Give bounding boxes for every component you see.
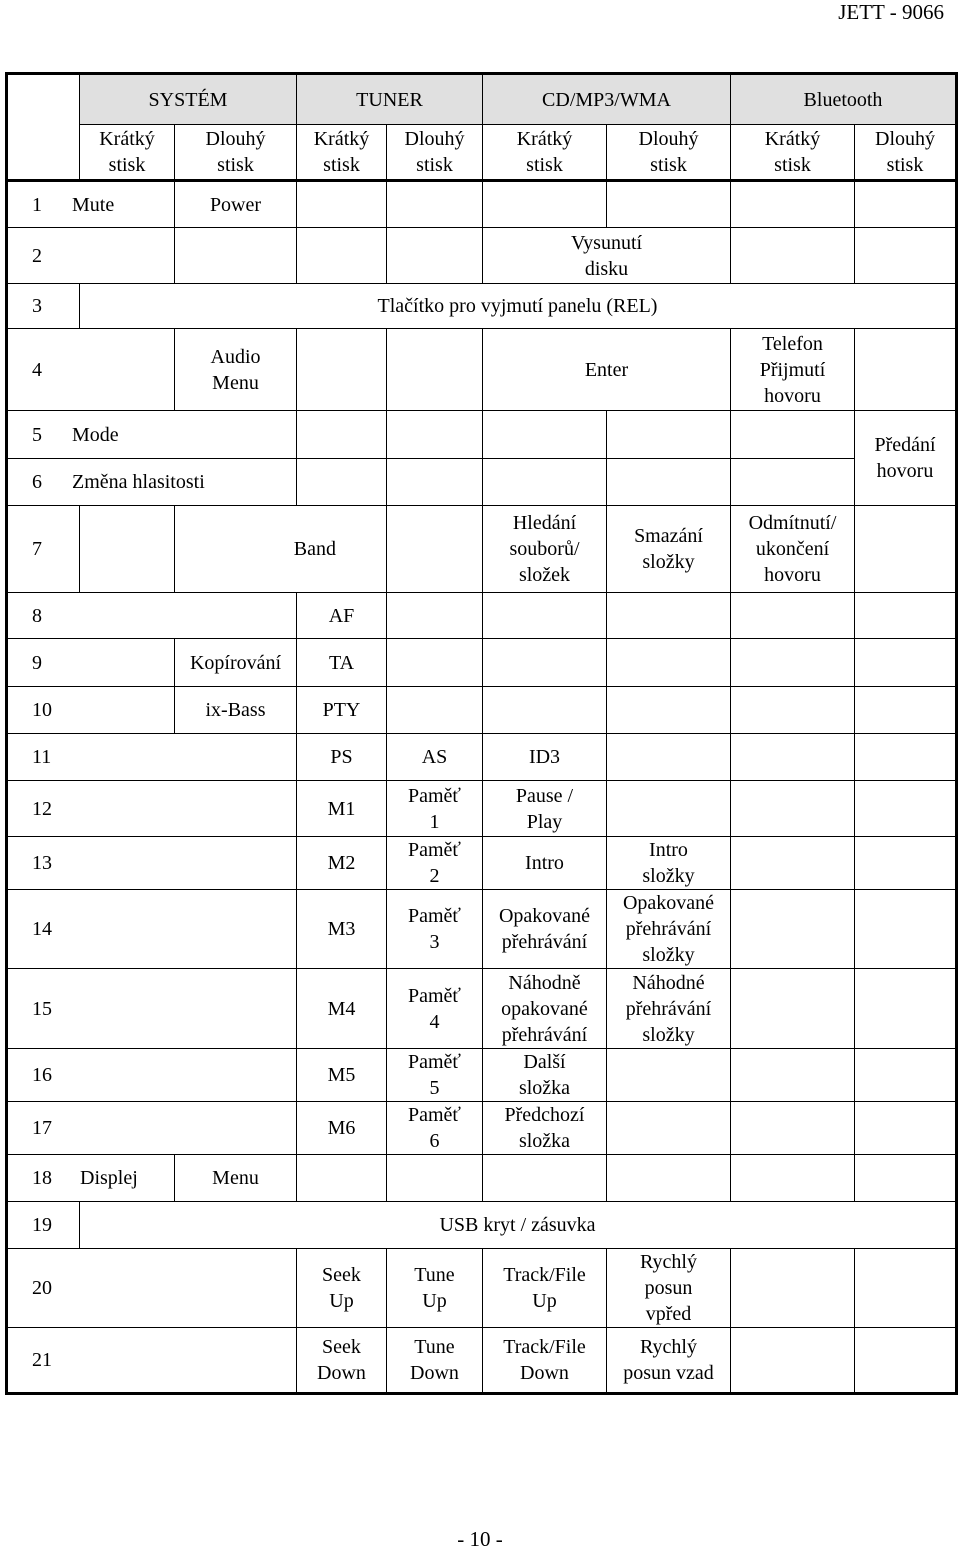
document-id: JETT - 9066 [838, 0, 944, 24]
table-row [7, 329, 957, 411]
table-row [7, 284, 957, 329]
table-row [7, 411, 957, 459]
table-row [7, 228, 957, 284]
row-15-tuner-long: Paměť 4 [387, 969, 483, 1049]
group-tuner: TUNER [297, 74, 483, 125]
row-4-system-long: Audio Menu [175, 329, 297, 411]
group-cd: CD/MP3/WMA [483, 74, 731, 125]
table-row [7, 781, 957, 837]
row-17-cd-short: Předchozí složka [483, 1102, 607, 1155]
row-12-cd-short: Pause / Play [483, 781, 607, 837]
row-5-system-short: 5 Mode [7, 411, 297, 459]
table-row [7, 687, 957, 734]
group-bluetooth: Bluetooth [731, 74, 957, 125]
table-row [7, 1202, 957, 1249]
row-number: 2 [7, 228, 175, 284]
row-7-cd-long: Smazání složky [607, 506, 731, 593]
row-21-tuner-short: Seek Down [297, 1328, 387, 1394]
corner-cell [7, 125, 80, 181]
row-5-bt-long: Předání hovoru [855, 411, 957, 506]
row-7-bt-short: Odmítnutí/ ukončení hovoru [731, 506, 855, 593]
group-system: SYSTÉM [80, 74, 297, 125]
system-short-header: Krátký stisk [80, 125, 175, 181]
row-13-tuner-long: Paměť 2 [387, 837, 483, 890]
row-6-system-short: 6 Změna hlasitosti [7, 459, 297, 506]
row-number: 13 [7, 837, 297, 890]
table-row [7, 1155, 957, 1202]
row-4-cd-short: Enter [483, 329, 731, 411]
row-11-cd-short: ID3 [483, 734, 607, 781]
row-13-cd-short: Intro [483, 837, 607, 890]
row-9-system-long: Kopírování [175, 639, 297, 687]
corner-cell [7, 74, 80, 125]
page-number: - 10 - [457, 1527, 503, 1551]
table-row [7, 459, 957, 506]
row-16-cd-short: Další složka [483, 1049, 607, 1102]
row-20-tuner-long: Tune Up [387, 1249, 483, 1328]
row-20-cd-short: Track/File Up [483, 1249, 607, 1328]
row-13-cd-long: Intro složky [607, 837, 731, 890]
row-number: 19 [7, 1202, 80, 1249]
row-16-tuner-long: Paměť 5 [387, 1049, 483, 1102]
row-15-tuner-short: M4 [297, 969, 387, 1049]
row-4-bt-short: Telefon Přijmutí hovoru [731, 329, 855, 411]
row-17-tuner-short: M6 [297, 1102, 387, 1155]
row-number: 9 [7, 639, 175, 687]
row-16-tuner-short: M5 [297, 1049, 387, 1102]
row-17-tuner-long: Paměť 6 [387, 1102, 483, 1155]
table-row [7, 1328, 957, 1394]
row-number: 8 [7, 593, 297, 639]
row-number: 17 [7, 1102, 297, 1155]
table-row [7, 969, 957, 1049]
row-14-cd-long: Opakované přehrávání složky [607, 890, 731, 969]
bt-short-header: Krátký stisk [731, 125, 855, 181]
row-2-cd-short: Vysunutí disku [483, 228, 731, 284]
row-number: 21 [7, 1328, 297, 1394]
table-row [7, 639, 957, 687]
row-20-tuner-short: Seek Up [297, 1249, 387, 1328]
cd-long-header: Dlouhý stisk [607, 125, 731, 181]
row-12-tuner-short: M1 [297, 781, 387, 837]
table-row [7, 890, 957, 969]
table-row [7, 734, 957, 781]
row-20-cd-long: Rychlý posun vpřed [607, 1249, 731, 1328]
row-number: 7 [7, 506, 80, 593]
table-row [7, 1102, 957, 1155]
row-18-system-long: Menu [175, 1155, 297, 1202]
group-header-row [7, 74, 957, 125]
row-1-system-long: Power [175, 181, 297, 228]
row-13-tuner-short: M2 [297, 837, 387, 890]
row-10-tuner-short: PTY [297, 687, 387, 734]
table-row [7, 181, 957, 228]
table-row [7, 1049, 957, 1102]
table-row [7, 837, 957, 890]
row-7-tuner-short: Band [175, 506, 387, 593]
row-21-cd-long: Rychlý posun vzad [607, 1328, 731, 1394]
bt-long-header: Dlouhý stisk [855, 125, 957, 181]
cd-short-header: Krátký stisk [483, 125, 607, 181]
row-number: 10 [7, 687, 175, 734]
row-18-system-short: 18 Displej [7, 1155, 175, 1202]
row-19-spanning-text: USB kryt / zásuvka [80, 1202, 957, 1249]
row-10-system-long: ix-Bass [175, 687, 297, 734]
row-3-spanning-text: Tlačítko pro vyjmutí panelu (REL) [80, 284, 957, 329]
row-number: 15 [7, 969, 297, 1049]
table-row [7, 506, 957, 593]
row-15-cd-long: Náhodné přehrávání složky [607, 969, 731, 1049]
row-14-tuner-long: Paměť 3 [387, 890, 483, 969]
table-row [7, 1249, 957, 1328]
row-14-cd-short: Opakované přehrávání [483, 890, 607, 969]
row-21-cd-short: Track/File Down [483, 1328, 607, 1394]
row-7-cd-short: Hledání souborů/ složek [483, 506, 607, 593]
row-1-system-short: 1 Mute [7, 181, 175, 228]
row-number: 4 [7, 329, 175, 411]
row-11-tuner-short: PS [297, 734, 387, 781]
row-number: 20 [7, 1249, 297, 1328]
row-number: 3 [7, 284, 80, 329]
tuner-short-header: Krátký stisk [297, 125, 387, 181]
row-11-tuner-long: AS [387, 734, 483, 781]
table-row [7, 593, 957, 639]
button-function-table [5, 72, 958, 1395]
row-number: 12 [7, 781, 297, 837]
row-14-tuner-short: M3 [297, 890, 387, 969]
row-21-tuner-long: Tune Down [387, 1328, 483, 1394]
press-type-row [7, 125, 957, 181]
row-number: 11 [7, 734, 297, 781]
row-15-cd-short: Náhodně opakované přehrávání [483, 969, 607, 1049]
row-12-tuner-long: Paměť 1 [387, 781, 483, 837]
row-9-tuner-short: TA [297, 639, 387, 687]
system-long-header: Dlouhý stisk [175, 125, 297, 181]
row-number: 14 [7, 890, 297, 969]
row-number: 16 [7, 1049, 297, 1102]
tuner-long-header: Dlouhý stisk [387, 125, 483, 181]
row-8-tuner-short: AF [297, 593, 387, 639]
